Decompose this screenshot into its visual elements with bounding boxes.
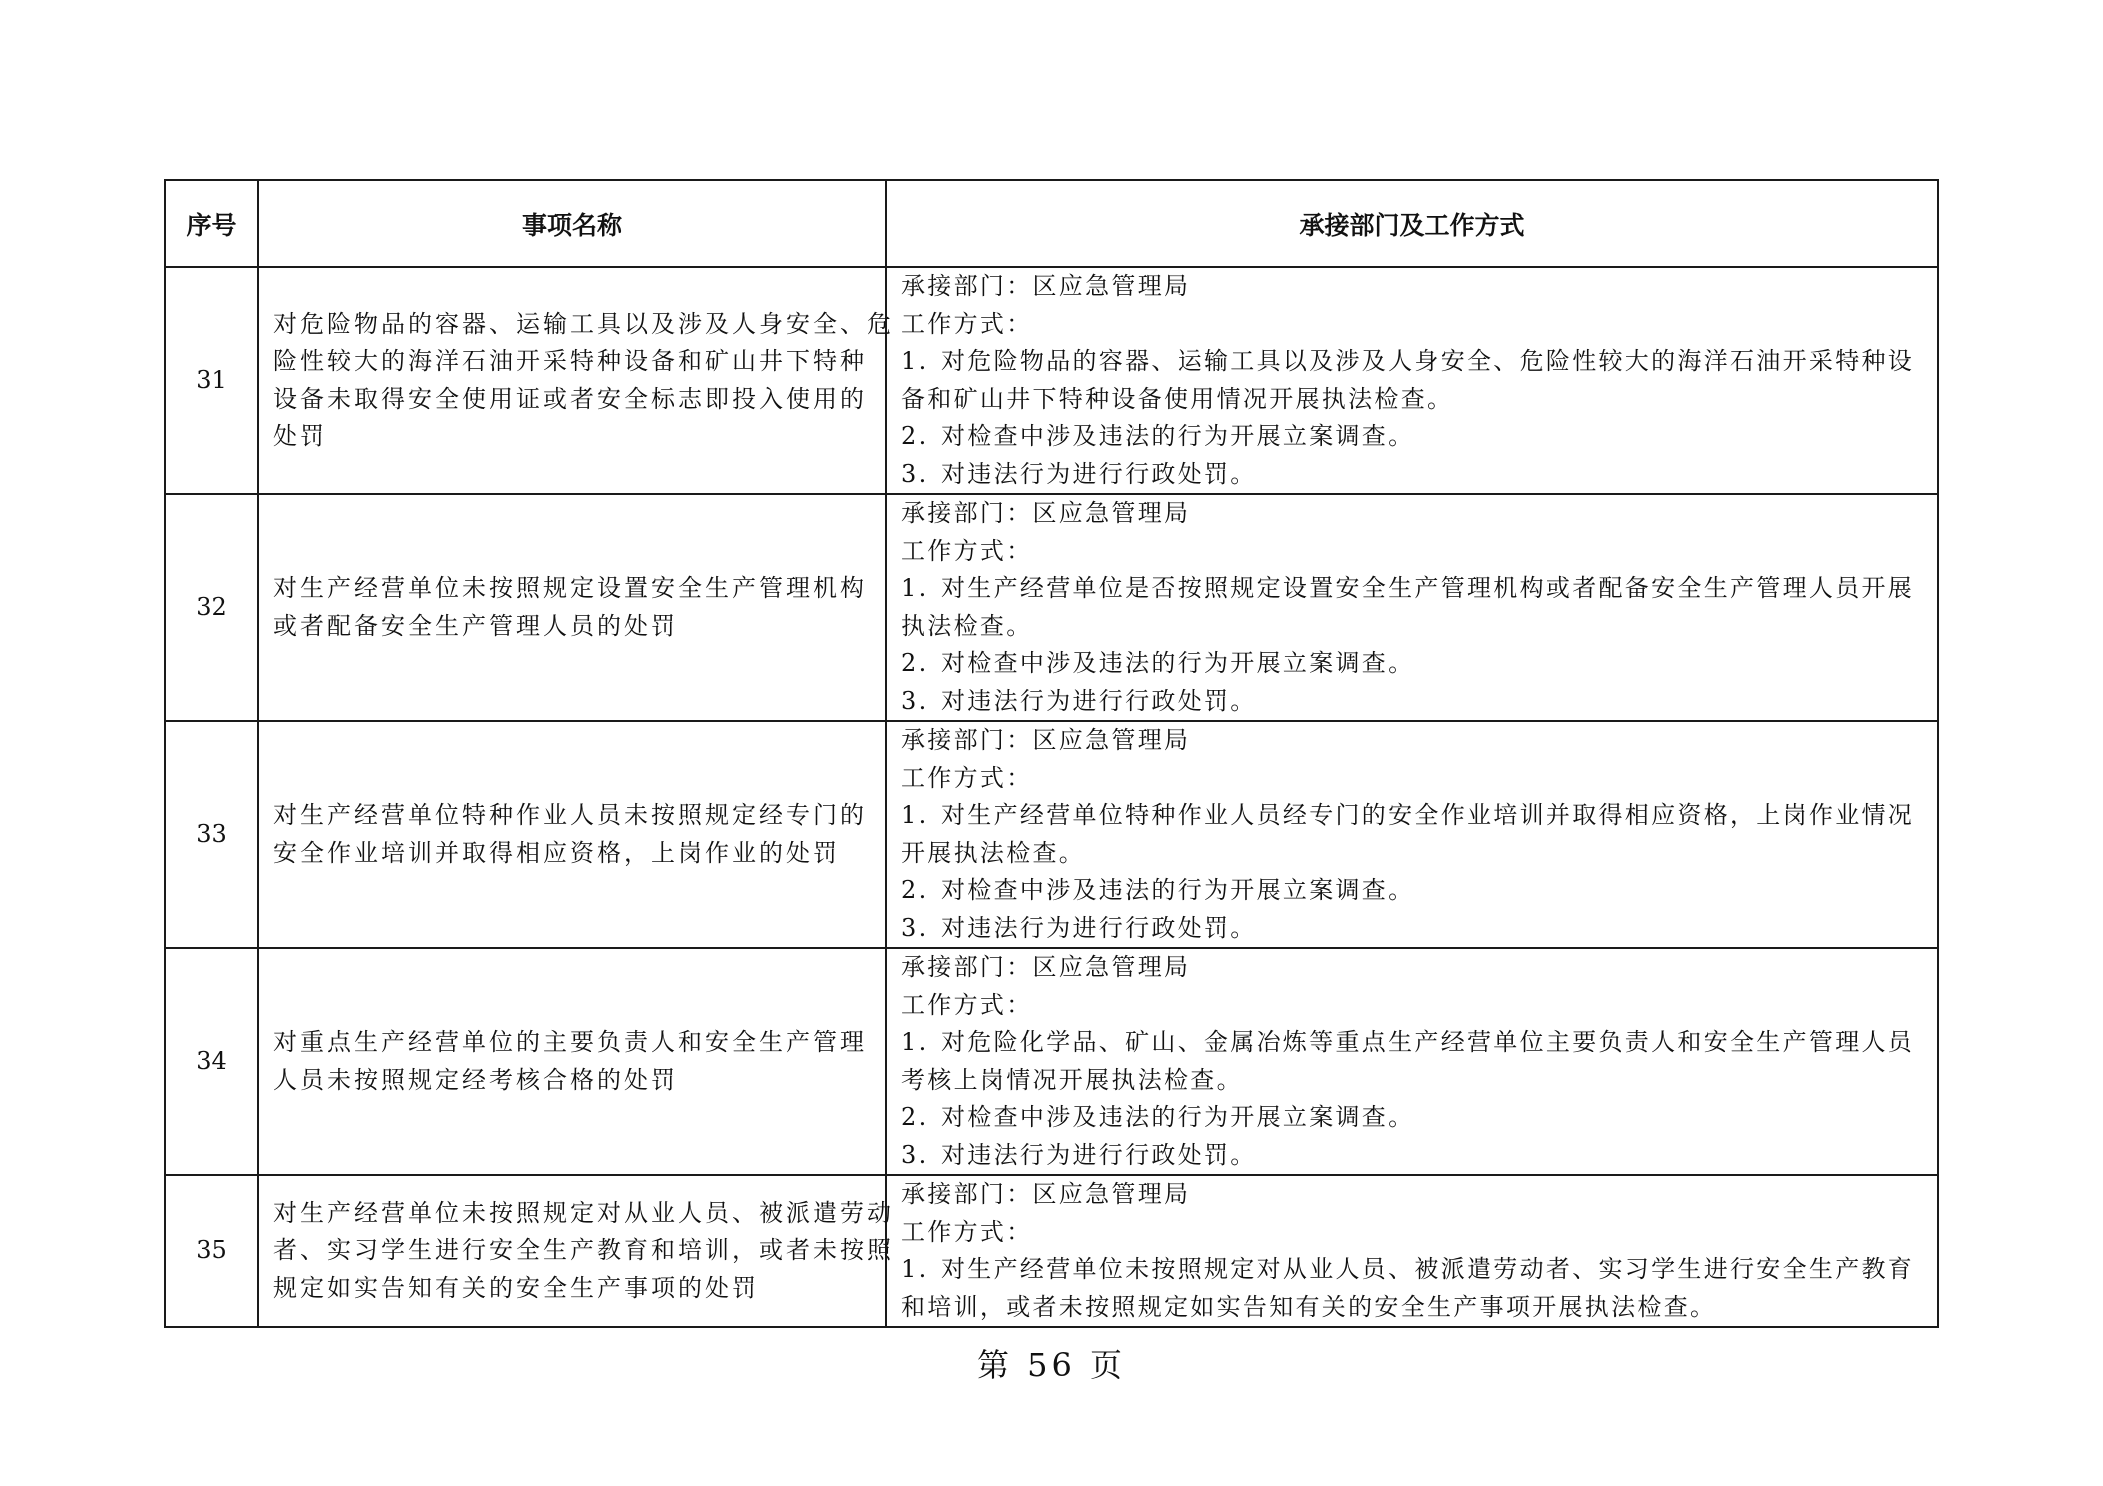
method-item-number: 1.: [901, 1028, 929, 1056]
department-line: 承接部门：区应急管理局: [901, 499, 1191, 527]
method-item-line: [901, 1099, 1927, 1137]
matter-name-line: 者、实习学生进行安全生产教育和培训，或者未按照: [273, 1236, 894, 1265]
method-item-line: [901, 910, 1927, 948]
method-item-number: 2.: [901, 876, 929, 904]
method-item-line: [901, 456, 1927, 494]
method-label: 工作方式：: [901, 990, 1033, 1019]
header-row: [165, 180, 1938, 267]
matter-name-cell: [258, 494, 886, 721]
method-item-text: 对危险物品的容器、运输工具以及涉及人身安全、危险性较大的海洋石油开采特种设: [941, 347, 1915, 375]
method-item-text: 对检查中涉及违法的行为开展立案调查。: [941, 649, 1415, 677]
method-label: 工作方式：: [901, 309, 1033, 338]
method-label: 工作方式：: [901, 1217, 1033, 1246]
header-matter-name: 事项名称: [258, 180, 886, 267]
matter-name-cell: [258, 721, 886, 948]
method-item-line: [901, 835, 1927, 873]
method-item-text: 对违法行为进行行政处罚。: [941, 686, 1257, 715]
method-item-line: [901, 1289, 1927, 1327]
department-method-cell: [886, 1175, 1938, 1327]
matter-name-line: 险性较大的海洋石油开采特种设备和矿山井下特种: [273, 347, 867, 375]
method-item-number: 2.: [901, 422, 929, 450]
matter-name-cell: [258, 1175, 894, 1327]
department-line: 承接部门：区应急管理局: [901, 953, 1191, 981]
serial-number-cell: 33: [165, 721, 258, 948]
method-item-number: 1.: [901, 801, 929, 829]
method-item-text: 和培训，或者未按照规定如实告知有关的安全生产事项开展执法检查。: [901, 1292, 1717, 1321]
matter-name-line: 处罚: [273, 422, 327, 450]
method-item-number: 1.: [901, 347, 929, 375]
method-label: 工作方式：: [901, 763, 1033, 792]
method-item-text: 执法检查。: [901, 611, 1033, 640]
method-item-line: [901, 683, 1927, 721]
method-item-text: 对检查中涉及违法的行为开展立案调查。: [941, 876, 1415, 904]
matter-name-cell: [258, 267, 894, 494]
method-item-line: [901, 381, 1927, 419]
header-serial-number: 序号: [165, 180, 258, 267]
serial-number-cell: 34: [165, 948, 258, 1175]
department-method-cell: [886, 267, 1938, 494]
method-item-number: 1.: [901, 574, 929, 602]
matter-name-line: 对生产经营单位特种作业人员未按照规定经专门的: [273, 801, 867, 829]
method-item-number: 3.: [901, 686, 929, 715]
method-item-text: 备和矿山井下特种设备使用情况开展执法检查。: [901, 384, 1454, 413]
matter-name-line: 规定如实告知有关的安全生产事项的处罚: [273, 1273, 759, 1302]
department-line: 承接部门：区应急管理局: [901, 726, 1191, 754]
method-item-line: [901, 343, 1927, 381]
method-item-text: 对生产经营单位未按照规定对从业人员、被派遣劳动者、实习学生进行安全生产教育: [941, 1255, 1915, 1283]
table-row: [165, 948, 1938, 1175]
method-item-number: 3.: [901, 1140, 929, 1169]
matter-name-line: 对重点生产经营单位的主要负责人和安全生产管理: [273, 1028, 867, 1056]
method-item-text: 对违法行为进行行政处罚。: [941, 913, 1257, 942]
matter-name-line: 设备未取得安全使用证或者安全标志即投入使用的: [273, 384, 867, 413]
method-item-text: 对检查中涉及违法的行为开展立案调查。: [941, 422, 1415, 450]
matter-name-line: 安全作业培训并取得相应资格，上岗作业的处罚: [273, 838, 840, 867]
method-item-number: 2.: [901, 1103, 929, 1131]
matter-name-line: 对生产经营单位未按照规定设置安全生产管理机构: [273, 574, 867, 602]
page-number: 第 56 页: [976, 1346, 1127, 1384]
table-row: [165, 721, 1938, 948]
method-item-text: 对生产经营单位是否按照规定设置安全生产管理机构或者配备安全生产管理人员开展: [941, 574, 1915, 602]
table-row: [165, 267, 1938, 494]
table-row: [165, 494, 1938, 721]
method-item-text: 对危险化学品、矿山、金属冶炼等重点生产经营单位主要负责人和安全生产管理人员: [941, 1028, 1915, 1056]
method-item-line: [901, 797, 1927, 835]
method-item-line: [901, 418, 1927, 456]
department-line: 承接部门：区应急管理局: [901, 272, 1191, 300]
department-method-cell: [886, 494, 1938, 721]
method-item-text: 对生产经营单位特种作业人员经专门的安全作业培训并取得相应资格，上岗作业情况: [941, 801, 1915, 829]
method-item-text: 对违法行为进行行政处罚。: [941, 1140, 1257, 1169]
method-item-number: 2.: [901, 649, 929, 677]
matters-table: [164, 179, 1939, 1328]
method-item-line: [901, 608, 1927, 646]
matter-name-cell: [258, 948, 886, 1175]
department-line: 承接部门：区应急管理局: [901, 1180, 1191, 1208]
matter-name-line: 或者配备安全生产管理人员的处罚: [273, 611, 678, 640]
method-label: 工作方式：: [901, 536, 1033, 565]
table-body: [165, 267, 1938, 1327]
method-item-text: 对违法行为进行行政处罚。: [941, 459, 1257, 488]
method-item-line: [901, 872, 1927, 910]
department-method-cell: [886, 721, 1938, 948]
method-item-number: 3.: [901, 913, 929, 942]
method-item-line: [901, 1137, 1927, 1175]
matter-name-line: 对危险物品的容器、运输工具以及涉及人身安全、危: [273, 309, 894, 338]
method-item-line: [901, 1062, 1927, 1100]
serial-number-cell: 35: [165, 1175, 258, 1327]
table-row: [165, 1175, 1938, 1327]
method-item-line: [901, 1251, 1927, 1289]
method-item-text: 考核上岗情况开展执法检查。: [901, 1065, 1243, 1094]
matter-name-line: 对生产经营单位未按照规定对从业人员、被派遣劳动: [273, 1198, 894, 1227]
method-item-line: [901, 645, 1927, 683]
method-item-line: [901, 1024, 1927, 1062]
method-item-number: 1.: [901, 1255, 929, 1283]
method-item-number: 3.: [901, 459, 929, 488]
method-item-line: [901, 570, 1927, 608]
serial-number-cell: 32: [165, 494, 258, 721]
department-method-cell: [886, 948, 1938, 1175]
method-item-text: 开展执法检查。: [901, 838, 1086, 867]
method-item-text: 对检查中涉及违法的行为开展立案调查。: [941, 1103, 1415, 1131]
matter-name-line: 人员未按照规定经考核合格的处罚: [273, 1065, 678, 1094]
serial-number-cell: 31: [165, 267, 258, 494]
header-department-method: 承接部门及工作方式: [886, 180, 1938, 267]
